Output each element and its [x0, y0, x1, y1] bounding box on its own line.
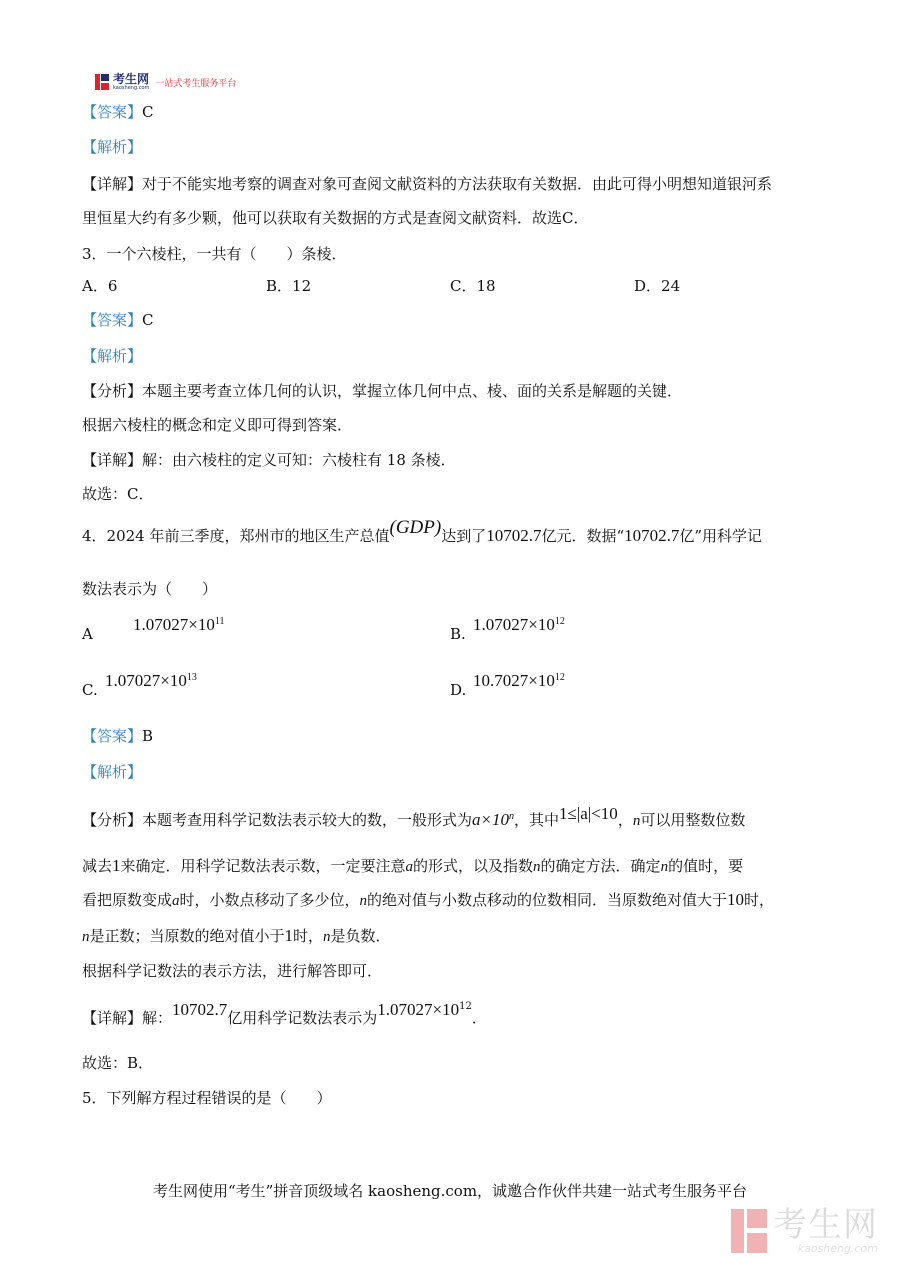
q2-analysis-tag: 【解析】	[82, 138, 143, 156]
q4-option-a: $1.07027\times 10^{11}$	[133, 615, 225, 634]
q3-choose: 故选：C．	[82, 485, 154, 503]
q3-analysis-line2: 根据六棱柱的概念和定义即可得到答案．	[82, 416, 353, 434]
header-logo	[95, 71, 236, 93]
q4-option-d: $10.7027\times 10^{12}$	[473, 671, 565, 690]
q4-analysis-tag: 【解析】	[82, 763, 143, 781]
q4-option-c: $1.07027\times 10^{13}$	[105, 671, 197, 690]
page-footer: 考生网使用“考生”拼音顶级域名 kaosheng.com，诚邀合作伙伴共建一站式考生服务平台	[152, 1182, 748, 1200]
q4-option-c-label: C.	[82, 681, 98, 699]
q4-choose: 故选：B．	[82, 1054, 154, 1072]
q4-option-a-label: A	[82, 625, 93, 643]
q4-detail: 【详解】解：10702.7亿用科学记数法表示为$1.07027\times 10^{12}$．	[82, 1000, 487, 1027]
q3-answer: 【答案】C	[82, 311, 154, 329]
q4-option-d-label: D.	[450, 681, 467, 699]
watermark-logo-icon	[731, 1209, 767, 1253]
q4-analysis-line3: 看把原数变成a时，小数点移动了多少位，n的绝对值与小数点移动的位数相同．当原数绝对值大于10时，	[82, 890, 775, 909]
q3-analysis-tag: 【解析】	[82, 347, 143, 365]
brand-name: 考生网	[113, 71, 150, 86]
watermark-name: 考生网	[773, 1205, 878, 1245]
q4-answer: 【答案】B	[82, 727, 154, 745]
q3-detail: 【详解】解：由六棱柱的定义可知：六棱柱有 18 条棱．	[82, 451, 456, 469]
q4-stem-line2: 数法表示为（ ）	[82, 580, 218, 598]
q3-option-c: C．18	[450, 277, 496, 295]
q4-analysis-line2: 减去1来确定．用科学记数法表示数，一定要注意a的形式，以及指数n的确定方法．确定n的值时，要	[82, 856, 744, 875]
q4-analysis-line4: n是正数；当原数的绝对值小于1时，n是负数．	[82, 926, 391, 945]
brand-slogan: 一站式考生服务平台	[155, 78, 237, 89]
q2-detail-line2: 里恒星大约有多少颗，他可以获取有关数据的方式是查阅文献资料．故选C．	[82, 209, 589, 227]
q3-option-d: D．24	[634, 277, 681, 295]
q4-option-b: $1.07027\times 10^{12}$	[473, 615, 565, 634]
q3-analysis-line1: 【分析】本题主要考查立体几何的认识，掌握立体几何中点、棱、面的关系是解题的关键．	[82, 382, 683, 400]
q2-answer: 【答案】C	[82, 103, 154, 121]
q5-stem: 5．下列解方程过程错误的是（ ）	[82, 1089, 332, 1107]
brand-logo-icon	[95, 74, 109, 90]
q3-option-a: A．6	[82, 277, 118, 295]
q4-option-b-label: B.	[450, 625, 466, 643]
q3-stem: 3．一个六棱柱，一共有（ ）条棱．	[82, 245, 347, 263]
q2-detail-line1: 【详解】对于不能实地考察的调查对象可查阅文献资料的方法获取有关数据．由此可得小明想知道银河系	[82, 175, 773, 193]
watermark-domain: kaosheng.com	[797, 1242, 878, 1255]
q3-option-b: B．12	[266, 277, 312, 295]
q4-analysis-line1: 【分析】本题考查用科学记数法表示较大的数，一般形式为$a\times 10^n$，其中1≤|a|<10，n可以用整数位数	[82, 804, 746, 829]
watermark	[731, 1207, 878, 1255]
brand-domain: kaosheng.com	[113, 84, 150, 91]
q4-stem-line1: 4．2024 年前三季度，郑州市的地区生产总值(GDP)达到了10702.7亿元．数据“10702.7亿”用科学记	[82, 517, 763, 545]
q4-analysis-line5: 根据科学记数法的表示方法，进行解答即可．	[82, 962, 383, 980]
